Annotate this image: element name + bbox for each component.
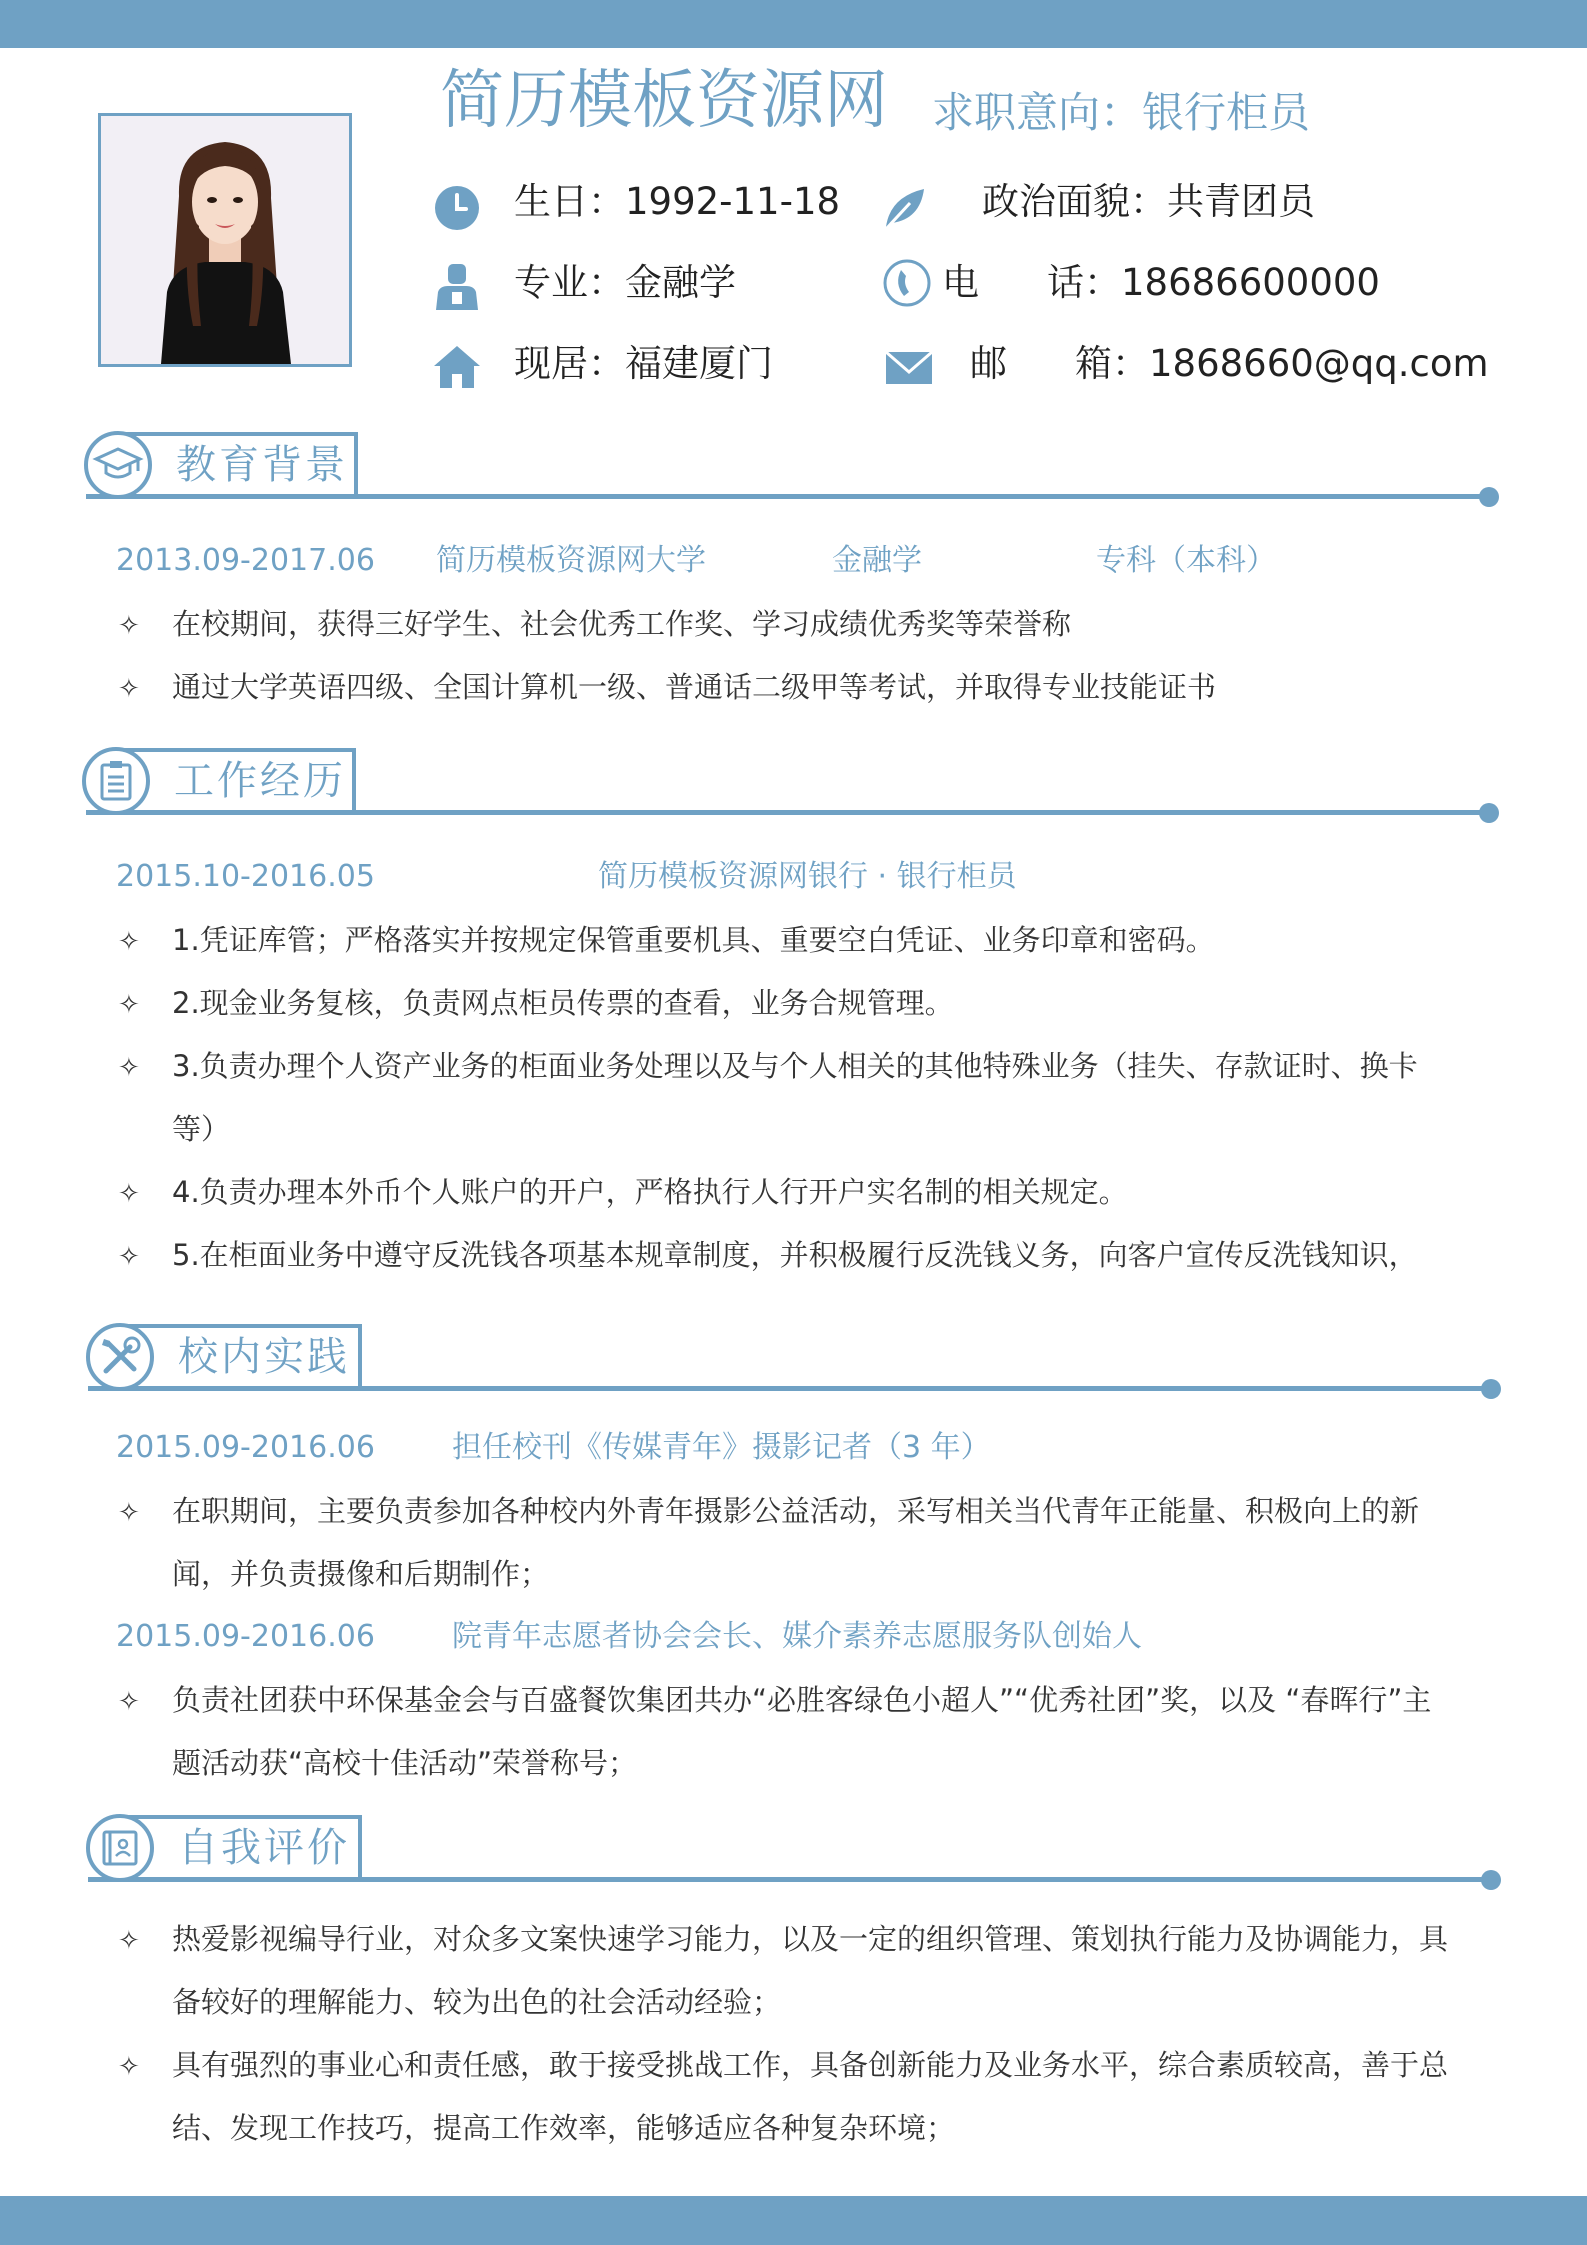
campus-entry1-role: 担任校刊《传媒青年》摄影记者（3 年） xyxy=(452,1430,991,1465)
bullet-icon: ✧ xyxy=(118,927,140,957)
work-company: 简历模板资源网银行 · 银行柜员 xyxy=(598,859,1017,894)
clipboard-icon xyxy=(86,751,146,811)
education-icon-circle xyxy=(84,431,152,499)
work-item: 3.负责办理个人资产业务的柜面业务处理以及与个人相关的其他特殊业务（挂失、存款证时、换卡等） xyxy=(172,1049,1418,1146)
bullet-icon: ✧ xyxy=(118,611,140,641)
tools-icon xyxy=(90,1327,150,1387)
email-label-2: 箱： xyxy=(1075,342,1149,385)
politics-label: 政治面貌： xyxy=(982,180,1167,223)
bullet-icon: ✧ xyxy=(118,1179,140,1209)
clock-icon xyxy=(432,183,482,233)
work-item: 2.现金业务复核，负责网点柜员传票的查看，业务合规管理。 xyxy=(172,986,954,1020)
bullet-icon: ✧ xyxy=(118,1053,140,1083)
work-item: 4.负责办理本外币个人账户的开户，严格执行人行开户实名制的相关规定。 xyxy=(172,1175,1128,1209)
phone-label-1: 电 xyxy=(942,261,979,304)
bullet-icon: ✧ xyxy=(118,1498,140,1528)
self-title: 自我评价 xyxy=(178,1825,350,1871)
major-field xyxy=(514,263,736,304)
birthday-value: 1992-11-18 xyxy=(625,180,841,223)
campus-icon-circle xyxy=(86,1323,154,1391)
major-label: 专业： xyxy=(514,261,625,304)
leaf-icon xyxy=(880,183,930,233)
birthday-field xyxy=(514,182,840,223)
phone-icon xyxy=(882,258,932,308)
bullet-icon: ✧ xyxy=(118,2052,140,2082)
residence-label: 现居： xyxy=(514,342,625,385)
education-major: 金融学 xyxy=(832,543,922,578)
major-value: 金融学 xyxy=(625,261,736,304)
email-label-1: 邮 xyxy=(970,342,1007,385)
work-item: 1.凭证库管；严格落实并按规定保管重要机具、重要空白凭证、业务印章和密码。 xyxy=(172,923,1215,957)
bullet-icon: ✧ xyxy=(118,1242,140,1272)
politics-field xyxy=(982,182,1315,223)
work-divider-dot xyxy=(1479,803,1499,823)
profile-card-icon xyxy=(90,1818,150,1878)
self-item: 具有强烈的事业心和责任感，敢于接受挑战工作，具备创新能力及业务水平，综合素质较高，善于总结、发现工作技巧，提高工作效率，能够适应各种复杂环境； xyxy=(172,2048,1449,2145)
education-school: 简历模板资源网大学 xyxy=(436,543,706,578)
bullet-icon: ✧ xyxy=(118,1687,140,1717)
education-divider-dot xyxy=(1479,487,1499,507)
self-divider-dot xyxy=(1481,1870,1501,1890)
home-icon xyxy=(432,342,482,392)
residence-value: 福建厦门 xyxy=(625,342,773,385)
user-icon xyxy=(432,262,482,312)
work-item: 5.在柜面业务中遵守反洗钱各项基本规章制度，并积极履行反洗钱义务，向客户宣传反洗钱知识， xyxy=(172,1238,1418,1272)
campus-divider-dot xyxy=(1481,1379,1501,1399)
education-title: 教育背景 xyxy=(176,442,348,488)
graduation-cap-icon xyxy=(88,435,148,495)
birthday-label: 生日： xyxy=(514,180,625,223)
work-icon-circle xyxy=(82,747,150,815)
phone-label-2: 话： xyxy=(1047,261,1121,304)
work-title: 工作经历 xyxy=(174,758,346,804)
email-value: 1868660@qq.com xyxy=(1149,342,1489,385)
education-period: 2013.09-2017.06 xyxy=(116,543,375,578)
candidate-name: 简历模板资源网 xyxy=(440,64,888,138)
education-item: 在校期间，获得三好学生、社会优秀工作奖、学习成绩优秀奖等荣誉称 xyxy=(172,607,1072,641)
residence-field xyxy=(514,344,773,385)
work-period: 2015.10-2016.05 xyxy=(116,859,375,894)
self-item: 热爱影视编导行业，对众多文案快速学习能力，以及一定的组织管理、策划执行能力及协调能力，具备较好的理解能力、较为出色的社会活动经验； xyxy=(172,1922,1449,2019)
politics-value: 共青团员 xyxy=(1167,180,1315,223)
bottom-accent-bar xyxy=(0,2196,1587,2245)
bullet-icon: ✧ xyxy=(118,1926,140,1956)
email-field xyxy=(970,344,1489,385)
campus-entry1-period: 2015.09-2016.06 xyxy=(116,1430,375,1465)
bullet-icon: ✧ xyxy=(118,674,140,704)
campus-entry2-role: 院青年志愿者协会会长、媒介素养志愿服务队创始人 xyxy=(452,1619,1142,1654)
self-icon-circle xyxy=(86,1814,154,1882)
phone-field xyxy=(942,263,1380,304)
education-item: 通过大学英语四级、全国计算机一级、普通话二级甲等考试，并取得专业技能证书 xyxy=(172,670,1217,704)
profile-photo xyxy=(98,113,352,367)
education-degree: 专科（本科） xyxy=(1096,543,1276,578)
phone-value: 18686600000 xyxy=(1121,261,1380,304)
campus-entry1-text: 在职期间，主要负责参加各种校内外青年摄影公益活动，采写相关当代青年正能量、积极向上的新闻，并负责摄像和后期制作； xyxy=(172,1494,1420,1591)
job-intent: 求职意向：银行柜员 xyxy=(932,88,1311,137)
envelope-icon xyxy=(884,342,934,392)
campus-entry2-period: 2015.09-2016.06 xyxy=(116,1619,375,1654)
bullet-icon: ✧ xyxy=(118,990,140,1020)
top-accent-bar xyxy=(0,0,1587,48)
campus-title: 校内实践 xyxy=(178,1334,350,1380)
campus-entry2-text: 负责社团获中环保基金会与百盛餐饮集团共办“必胜客绿色小超人”“优秀社团”奖，以及 “春晖行”主题活动获“高校十佳活动”荣誉称号； xyxy=(172,1683,1432,1780)
